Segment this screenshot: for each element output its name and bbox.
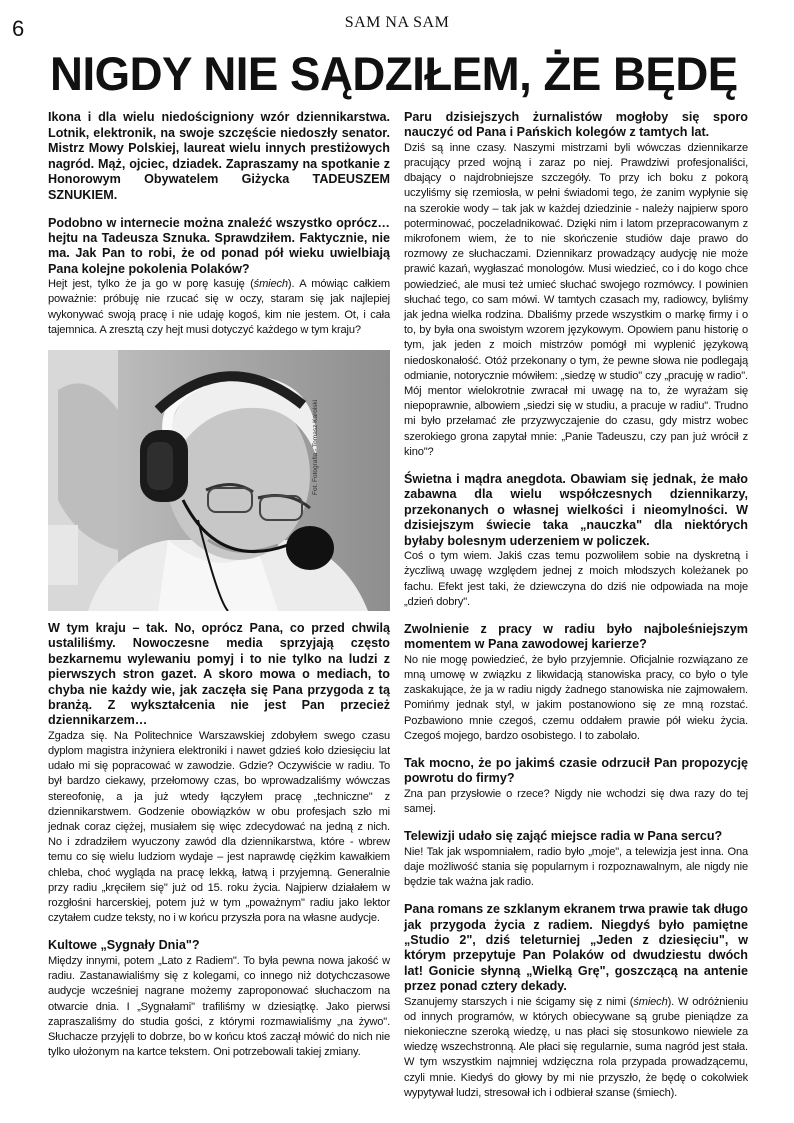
- question: Zwolnienie z pracy w radiu było najboleśniejszym momentem w Pana zawodowej karierze?: [404, 621, 748, 652]
- answer: No nie mogę powiedzieć, że było przyjemnie. Oficjalnie rozwiązano ze mną umowę w związku z likwidacją stanowiska pracy, co było o tyle zaskakujące, że ja w radiu nigdy żadnego stanowiska nie zajmowałem. Pomińmy jednak styl, w jakim postanowiono się ze mną rozstać. Pozbawiono mnie czegoś, czemu oddałem prawie pół wieku życia. Czegoś mojego, bardzo osobistego. I to zabolało.: [404, 653, 748, 742]
- question: Podobno w internecie można znaleźć wszystko oprócz… hejtu na Tadeusza Sznuka. Sprawdziłem. Faktycznie, nie ma. Jak Pan to robi, że od ponad pół wieku uwielbiają Pana kolejne pokolenia Polaków?: [48, 215, 390, 276]
- running-header: SAM NA SAM: [344, 14, 450, 31]
- question: Kultowe „Sygnały Dnia"?: [48, 938, 200, 953]
- answer: Dziś są inne czasy. Naszymi mistrzami byli wówczas dziennikarze pracujący przed wojną i zaraz po niej. Prawdziwi profesjonaliści, dbający o najdrobniejsze szczegóły. To przy ich boku z pokorą uczyliśmy się rzemiosła, w pełni świadomi tego, że zanim wypłynie się na szerokie wody – tak jak w każdej dziedzinie - należy najpierw sporo poterminować, poczeladnikować. Dzięki nim i latom przepracowanym z mikrofonem wiem, że to nie skończenie studiów daje prawo do rozmowy ze słuchaczami. Dziennikarz prowadzący audycję nie może prawić kazań, wygłaszać monologów. Musi wiedzieć, co i do kogo chce powiedzieć, ale musi też umieć słuchać swojego rozmówcy. I powinien słuchać tego, co sam mówi. W tamtych czasach my, radiowcy, byliśmy jak jedna wielka rodzina. Dbaliśmy przede wszystkim o markę firmy i o to, by była ona swoistym wzorem językowym. Opowiem panu historię o tym, jak jeden z moich mistrzów pomógł mi wyplenić językową niedoskonałość. Otóż przekonany o tym, że pewne słowa nie podlegają odmianie, notorycznie mówiłem: „siedzę w studio" czy „pracuję w radio". Mój mentor wielokrotnie zwracał mi uwagę na to, że wyrażam się niepoprawnie, albowiem „siedzi się w studiu, a pracuje w radiu". Trudno mi było przełamać złe przyzwyczajenie do czasu, gdy mistrz wobec szerokiego grona zapytał mnie: „Panie Tadeuszu, czy pan już wrócił z kino"?: [404, 141, 748, 458]
- answer: Zgadza się. Na Politechnice Warszawskiej zdobyłem swego czasu dyplom magistra inżyniera elektroniki i nawet gdzieś koło dziesięciu lat udało mi się popracować w zawodzie. Gdzie? Oczywiście w radiu. To był bardzo ciekawy, przełomowy czas, bo wprowadzaliśmy wówczas stereofonię, a ja już wtedy łączyłem pracę „techniczne" z dziennikarstwem. Godzenie obowiązków w obu profesjach szło mi jednak coraz ciężej, musiałem się więc zdecydować na jedną z nich. No i zdradziłem wyuczony zawód dla dziennikarstwa, które - wbrew temu co się wielu ludziom wydaje – jest naprawdę ciężkim kawałkiem chleba, choć wygląda na pracę lekką, łatwą i przyjemną. Generalnie przy radiu „kręciłem się" już od 15. roku życia. Najpierw działałem w rozgłośni harcerskiej, potem już w tym „poważnym" radiu jako lektor czytałem cudze teksty, no i w końcu przyszła pora na własne audycje.: [48, 729, 390, 925]
- page-number: 6: [12, 16, 25, 41]
- answer: Szanujemy starszych i nie ścigamy się z nimi (śmiech). W odróżnieniu od innych programów, w których obiecywane są grube pieniądze za niekonieczne szeroką wiedzę, u nas płaci się stosunkowo niewiele za wiedzę wszechstronną. Ale płaci się regularnie, suma nagród jest stała. W tym wszystkim najmniej wdzięczna rola przypada prowadzącemu, czyli mnie. Kiedyś do głowy by mi nie przyszło, że będę o cokolwiek wypytywał ludzi, stresował ich i odbierał szanse (śmiech).: [404, 995, 748, 1099]
- headline: NIGDY NIE SĄDZIŁEM, ŻE BĘDĘ: [50, 47, 738, 100]
- answer: Nie! Tak jak wspomniałem, radio było „moje", a telewizja jest inna. Ona daje możliwość stania się popularnym i rozpoznawalnym, ale nigdy nie będzie tak ważna jak radio.: [404, 845, 748, 888]
- question: Świetna i mądra anegdota. Obawiam się jednak, że mało zabawna dla wielu współczesnych dziennikarzy, przekonanych o własnej wielkości i nieomylności. W dzisiejszym świecie taka „nauczka" dla niektórych byłaby bolesnym uderzeniem w policzek.: [404, 472, 748, 548]
- answer: Coś o tym wiem. Jakiś czas temu pozwoliłem sobie na dyskretną i życzliwą uwagę względem jednej z moich młodszych koleżanek po fachu. Efekt jest taki, że dziewczyna do dziś nie odpowiada na moje „dzień dobry".: [404, 550, 748, 608]
- question: Telewizji udało się zająć miejsce radia w Pana sercu?: [404, 829, 723, 844]
- man-with-headphones-photo: [48, 350, 390, 611]
- lead-paragraph: Ikona i dla wielu niedościgniony wzór dziennikarstwa. Lotnik, elektronik, na swoje szczęście niedoszły senator. Mistrz Mowy Polskiej, laureat wielu innych prestiżowych nagród. Mąż, ojciec, dziadek. Zapraszamy na spotkanie z Honorowym Obywatelem Giżycka TADEUSZEM SZNUKIEM.: [48, 110, 390, 202]
- answer: Hejt jest, tylko że ja go w porę kasuję (śmiech). A mówiąc całkiem poważnie: próbuję nie rzucać się w oczy, staram się jak najlepiej wykonywać swoją pracę i nie udaję kogoś, kim nie jestem. Ot, i cała tajemnica. A zresztą czy hejt musi dotyczyć każdego w tym kraju?: [48, 278, 390, 336]
- interview-photo: [48, 350, 390, 611]
- question: Tak mocno, że po jakimś czasie odrzucił Pan propozycję powrotu do firmy?: [404, 755, 748, 786]
- answer: Zna pan przysłowie o rzece? Nigdy nie wchodzi się dwa razy do tej samej.: [404, 787, 748, 815]
- right-column: [404, 110, 748, 1113]
- photo-credit: Fot. Fotografia - Tomasz Karolski: [311, 399, 319, 495]
- question: W tym kraju – tak. No, oprócz Pana, co przed chwilą ustaliliśmy. Nowoczesne media sprzyjają często bezkarnemu wylewaniu pomyj i to nie tylko na ludzi z pierwszych stron gazet. A skoro mowa o mediach, to chyba nie każdy wie, jak zaczęła się Pana przygoda z tą branżą. Z wykształcenia nie jest Pan przecież dziennikarzem…: [48, 621, 390, 728]
- question: Paru dzisiejszych żurnalistów mogłoby się sporo nauczyć od Pana i Pańskich kolegów z tamtych lat.: [404, 110, 748, 140]
- left-column: [48, 110, 390, 1072]
- question: Pana romans ze szklanym ekranem trwa prawie tak długo jak przygoda życia z radiem. Niegdyś było pamiętne „Studio 2", dziś teleturniej „Jeden z dziesięciu", w którym przepytuje Pan Polaków od dwudziestu dwóch lat! Gonicie słynną „Wielką Grę", goszczącą na antenie przez ponad cztery dekady.: [404, 902, 748, 994]
- answer: Między innymi, potem „Lato z Radiem". To była pewna nowa jakość w radiu. Zastanawialiśmy się z kolegami, co innego niż dotychczasowe audycje wcześniej nagrane możemy zaproponować słuchaczom na otwarcie dnia. I „Sygnałami" trafiliśmy w dziesiątkę. Jako pierwsi zapraszaliśmy do studia gości, z którymi rozmawialiśmy „na żywo". Słuchacze przyjęli to dobrze, bo w końcu ktoś zaczął mówić do nich nie tylko ułożonym na kartce tekstem. Oni potrzebowali takiej zmiany.: [48, 954, 390, 1059]
